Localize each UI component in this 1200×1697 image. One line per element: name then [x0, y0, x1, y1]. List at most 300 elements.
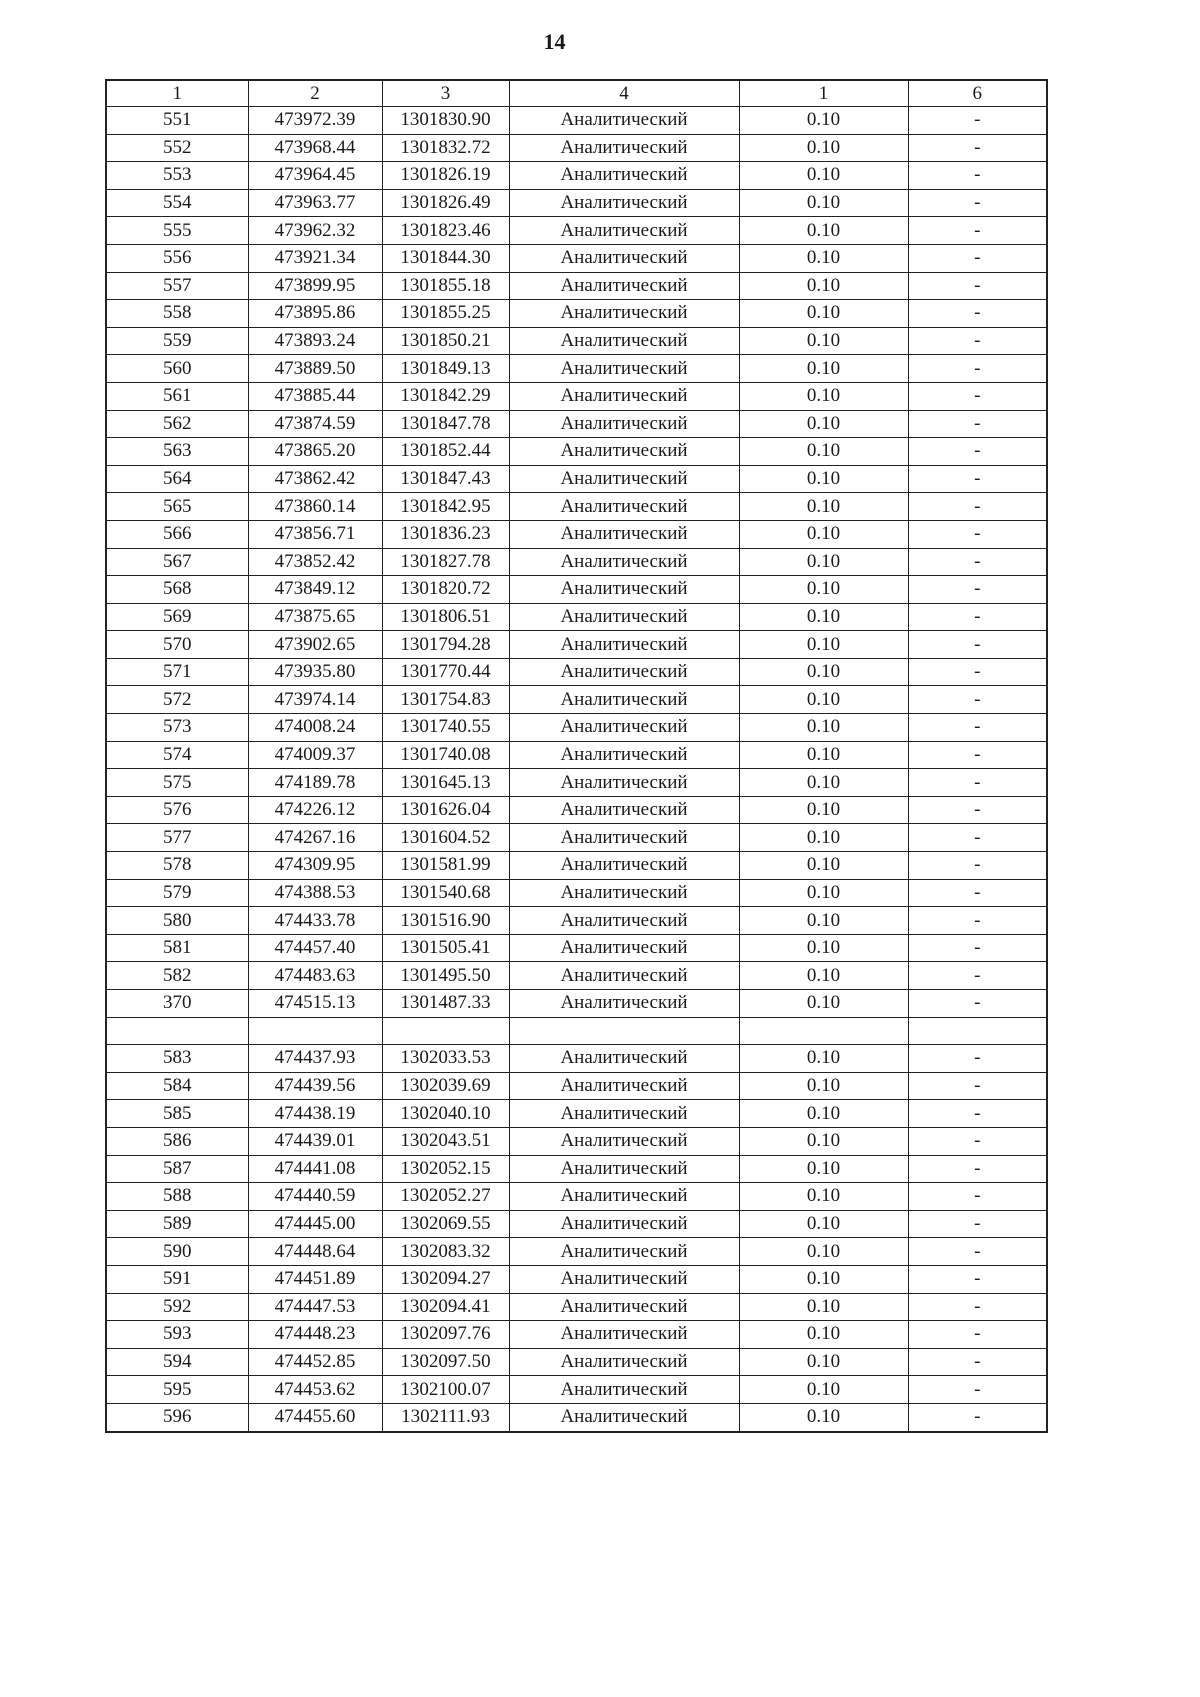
table-row	[106, 658, 1047, 686]
description-cell: -	[908, 1348, 1047, 1376]
x-coordinate-cell: 474267.16	[248, 824, 382, 852]
accuracy-cell: 0.10	[739, 465, 908, 493]
table-row	[106, 1155, 1047, 1183]
description-cell: -	[908, 1403, 1047, 1431]
description-cell: -	[908, 686, 1047, 714]
x-coordinate-cell: 474388.53	[248, 879, 382, 907]
description-cell: -	[908, 741, 1047, 769]
x-coordinate-cell: 473902.65	[248, 631, 382, 659]
point-number-cell: 581	[106, 934, 248, 962]
y-coordinate-cell: 1301740.55	[382, 714, 509, 742]
table-row	[106, 217, 1047, 245]
accuracy-cell: 0.10	[739, 962, 908, 990]
method-cell: Аналитический	[509, 244, 739, 272]
method-cell: Аналитический	[509, 962, 739, 990]
method-cell: Аналитический	[509, 576, 739, 604]
table-row	[106, 603, 1047, 631]
x-coordinate-cell: 474445.00	[248, 1210, 382, 1238]
method-cell: Аналитический	[509, 410, 739, 438]
x-coordinate-cell: 474483.63	[248, 962, 382, 990]
method-cell: Аналитический	[509, 769, 739, 797]
y-coordinate-cell: 1301847.78	[382, 410, 509, 438]
accuracy-cell: 0.10	[739, 548, 908, 576]
method-cell: Аналитический	[509, 934, 739, 962]
description-cell: -	[908, 658, 1047, 686]
description-cell: -	[908, 576, 1047, 604]
accuracy-cell: 0.10	[739, 493, 908, 521]
table-row	[106, 300, 1047, 328]
point-number-cell	[106, 1017, 248, 1045]
x-coordinate-cell: 473972.39	[248, 107, 382, 135]
x-coordinate-cell	[248, 1017, 382, 1045]
point-number-cell: 589	[106, 1210, 248, 1238]
x-coordinate-cell: 474439.01	[248, 1127, 382, 1155]
x-coordinate-cell: 473964.45	[248, 162, 382, 190]
description-cell: -	[908, 1045, 1047, 1073]
description-cell: -	[908, 520, 1047, 548]
point-number-cell: 574	[106, 741, 248, 769]
accuracy-cell: 0.10	[739, 410, 908, 438]
table-row	[106, 272, 1047, 300]
description-cell: -	[908, 244, 1047, 272]
description-cell: -	[908, 355, 1047, 383]
method-cell: Аналитический	[509, 796, 739, 824]
x-coordinate-cell: 474457.40	[248, 934, 382, 962]
y-coordinate-cell: 1301516.90	[382, 907, 509, 935]
point-number-cell: 567	[106, 548, 248, 576]
description-cell: -	[908, 162, 1047, 190]
header-cell-1: 1	[106, 80, 248, 107]
accuracy-cell: 0.10	[739, 907, 908, 935]
point-number-cell: 556	[106, 244, 248, 272]
x-coordinate-cell: 474452.85	[248, 1348, 382, 1376]
point-number-cell: 568	[106, 576, 248, 604]
table-row	[106, 990, 1047, 1018]
y-coordinate-cell: 1301540.68	[382, 879, 509, 907]
accuracy-cell: 0.10	[739, 603, 908, 631]
description-cell: -	[908, 189, 1047, 217]
point-number-cell: 555	[106, 217, 248, 245]
point-number-cell: 580	[106, 907, 248, 935]
y-coordinate-cell: 1302033.53	[382, 1045, 509, 1073]
accuracy-cell: 0.10	[739, 1183, 908, 1211]
table-row	[106, 134, 1047, 162]
header-row	[106, 80, 1047, 107]
method-cell: Аналитический	[509, 686, 739, 714]
description-cell: -	[908, 134, 1047, 162]
table-row	[106, 1017, 1047, 1045]
y-coordinate-cell: 1302100.07	[382, 1376, 509, 1404]
accuracy-cell: 0.10	[739, 355, 908, 383]
table-row	[106, 1127, 1047, 1155]
method-cell: Аналитический	[509, 1265, 739, 1293]
accuracy-cell: 0.10	[739, 520, 908, 548]
table-row	[106, 769, 1047, 797]
y-coordinate-cell: 1301850.21	[382, 327, 509, 355]
table-row	[106, 1376, 1047, 1404]
table-row	[106, 548, 1047, 576]
x-coordinate-cell: 474441.08	[248, 1155, 382, 1183]
y-coordinate-cell: 1301487.33	[382, 990, 509, 1018]
accuracy-cell: 0.10	[739, 1403, 908, 1431]
y-coordinate-cell: 1302083.32	[382, 1238, 509, 1266]
accuracy-cell: 0.10	[739, 686, 908, 714]
y-coordinate-cell: 1301826.19	[382, 162, 509, 190]
accuracy-cell: 0.10	[739, 1100, 908, 1128]
x-coordinate-cell: 473935.80	[248, 658, 382, 686]
point-number-cell: 585	[106, 1100, 248, 1128]
y-coordinate-cell: 1301645.13	[382, 769, 509, 797]
x-coordinate-cell: 473893.24	[248, 327, 382, 355]
method-cell: Аналитический	[509, 1403, 739, 1431]
method-cell: Аналитический	[509, 1072, 739, 1100]
table-row	[106, 162, 1047, 190]
method-cell: Аналитический	[509, 382, 739, 410]
table-row	[106, 520, 1047, 548]
x-coordinate-cell: 473921.34	[248, 244, 382, 272]
description-cell: -	[908, 1293, 1047, 1321]
method-cell: Аналитический	[509, 1183, 739, 1211]
y-coordinate-cell: 1302043.51	[382, 1127, 509, 1155]
description-cell: -	[908, 382, 1047, 410]
description-cell: -	[908, 1072, 1047, 1100]
description-cell: -	[908, 879, 1047, 907]
y-coordinate-cell: 1302069.55	[382, 1210, 509, 1238]
description-cell: -	[908, 852, 1047, 880]
accuracy-cell: 0.10	[739, 1210, 908, 1238]
accuracy-cell: 0.10	[739, 990, 908, 1018]
x-coordinate-cell: 474451.89	[248, 1265, 382, 1293]
description-cell	[908, 1017, 1047, 1045]
y-coordinate-cell: 1302094.41	[382, 1293, 509, 1321]
description-cell: -	[908, 1238, 1047, 1266]
x-coordinate-cell: 473852.42	[248, 548, 382, 576]
table-row	[106, 824, 1047, 852]
table-row	[106, 1348, 1047, 1376]
method-cell: Аналитический	[509, 1376, 739, 1404]
point-number-cell: 592	[106, 1293, 248, 1321]
point-number-cell: 588	[106, 1183, 248, 1211]
x-coordinate-cell: 474433.78	[248, 907, 382, 935]
y-coordinate-cell: 1302097.50	[382, 1348, 509, 1376]
accuracy-cell: 0.10	[739, 327, 908, 355]
table-row	[106, 741, 1047, 769]
method-cell: Аналитический	[509, 603, 739, 631]
method-cell: Аналитический	[509, 272, 739, 300]
x-coordinate-cell: 474226.12	[248, 796, 382, 824]
point-number-cell: 563	[106, 438, 248, 466]
x-coordinate-cell: 474453.62	[248, 1376, 382, 1404]
y-coordinate-cell: 1302052.15	[382, 1155, 509, 1183]
method-cell: Аналитический	[509, 1210, 739, 1238]
point-number-cell: 587	[106, 1155, 248, 1183]
point-number-cell: 591	[106, 1265, 248, 1293]
point-number-cell: 593	[106, 1321, 248, 1349]
x-coordinate-cell: 474448.23	[248, 1321, 382, 1349]
y-coordinate-cell: 1301836.23	[382, 520, 509, 548]
method-cell: Аналитический	[509, 1293, 739, 1321]
y-coordinate-cell: 1301740.08	[382, 741, 509, 769]
x-coordinate-cell: 473968.44	[248, 134, 382, 162]
y-coordinate-cell: 1301495.50	[382, 962, 509, 990]
description-cell: -	[908, 1376, 1047, 1404]
y-coordinate-cell: 1302094.27	[382, 1265, 509, 1293]
y-coordinate-cell: 1302097.76	[382, 1321, 509, 1349]
description-cell: -	[908, 548, 1047, 576]
point-number-cell: 565	[106, 493, 248, 521]
x-coordinate-cell: 474439.56	[248, 1072, 382, 1100]
method-cell: Аналитический	[509, 548, 739, 576]
x-coordinate-cell: 473860.14	[248, 493, 382, 521]
method-cell: Аналитический	[509, 1100, 739, 1128]
table-row	[106, 1238, 1047, 1266]
y-coordinate-cell: 1302111.93	[382, 1403, 509, 1431]
table-row	[106, 852, 1047, 880]
description-cell: -	[908, 300, 1047, 328]
table-row	[106, 934, 1047, 962]
description-cell: -	[908, 438, 1047, 466]
point-number-cell: 562	[106, 410, 248, 438]
point-number-cell: 569	[106, 603, 248, 631]
accuracy-cell: 0.10	[739, 272, 908, 300]
table-row	[106, 1183, 1047, 1211]
point-number-cell: 558	[106, 300, 248, 328]
x-coordinate-cell: 473963.77	[248, 189, 382, 217]
method-cell: Аналитический	[509, 162, 739, 190]
method-cell: Аналитический	[509, 1155, 739, 1183]
method-cell: Аналитический	[509, 217, 739, 245]
point-number-cell: 579	[106, 879, 248, 907]
description-cell: -	[908, 907, 1047, 935]
point-number-cell: 586	[106, 1127, 248, 1155]
accuracy-cell: 0.10	[739, 1293, 908, 1321]
description-cell: -	[908, 410, 1047, 438]
description-cell: -	[908, 714, 1047, 742]
accuracy-cell: 0.10	[739, 1127, 908, 1155]
method-cell: Аналитический	[509, 907, 739, 935]
accuracy-cell: 0.10	[739, 796, 908, 824]
method-cell: Аналитический	[509, 658, 739, 686]
header-cell-2: 2	[248, 80, 382, 107]
method-cell	[509, 1017, 739, 1045]
description-cell: -	[908, 1210, 1047, 1238]
x-coordinate-cell: 474447.53	[248, 1293, 382, 1321]
y-coordinate-cell: 1301842.95	[382, 493, 509, 521]
method-cell: Аналитический	[509, 493, 739, 521]
accuracy-cell: 0.10	[739, 1072, 908, 1100]
accuracy-cell: 0.10	[739, 934, 908, 962]
accuracy-cell: 0.10	[739, 1376, 908, 1404]
point-number-cell: 578	[106, 852, 248, 880]
point-number-cell: 573	[106, 714, 248, 742]
x-coordinate-cell: 473849.12	[248, 576, 382, 604]
y-coordinate-cell: 1301842.29	[382, 382, 509, 410]
table-header	[106, 80, 1047, 107]
accuracy-cell: 0.10	[739, 879, 908, 907]
description-cell: -	[908, 631, 1047, 659]
x-coordinate-cell: 473974.14	[248, 686, 382, 714]
table-row	[106, 1403, 1047, 1431]
accuracy-cell: 0.10	[739, 189, 908, 217]
description-cell: -	[908, 1127, 1047, 1155]
x-coordinate-cell: 473962.32	[248, 217, 382, 245]
y-coordinate-cell: 1301581.99	[382, 852, 509, 880]
table-row	[106, 189, 1047, 217]
method-cell: Аналитический	[509, 714, 739, 742]
x-coordinate-cell: 474438.19	[248, 1100, 382, 1128]
accuracy-cell: 0.10	[739, 300, 908, 328]
table-row	[106, 327, 1047, 355]
y-coordinate-cell: 1301826.49	[382, 189, 509, 217]
table-row	[106, 686, 1047, 714]
x-coordinate-cell: 474448.64	[248, 1238, 382, 1266]
method-cell: Аналитический	[509, 189, 739, 217]
method-cell: Аналитический	[509, 355, 739, 383]
x-coordinate-cell: 473885.44	[248, 382, 382, 410]
method-cell: Аналитический	[509, 327, 739, 355]
description-cell: -	[908, 1155, 1047, 1183]
accuracy-cell: 0.10	[739, 576, 908, 604]
table-row	[106, 576, 1047, 604]
header-cell-3: 3	[382, 80, 509, 107]
method-cell: Аналитический	[509, 852, 739, 880]
method-cell: Аналитический	[509, 824, 739, 852]
x-coordinate-cell: 473875.65	[248, 603, 382, 631]
x-coordinate-cell: 473895.86	[248, 300, 382, 328]
header-cell-5: 1	[739, 80, 908, 107]
table-row	[106, 1100, 1047, 1128]
method-cell: Аналитический	[509, 1321, 739, 1349]
accuracy-cell: 0.10	[739, 107, 908, 135]
y-coordinate-cell: 1301855.18	[382, 272, 509, 300]
table-row	[106, 714, 1047, 742]
point-number-cell: 590	[106, 1238, 248, 1266]
point-number-cell: 551	[106, 107, 248, 135]
description-cell: -	[908, 934, 1047, 962]
y-coordinate-cell: 1301827.78	[382, 548, 509, 576]
page-number: 14	[543, 29, 566, 54]
description-cell: -	[908, 217, 1047, 245]
x-coordinate-cell: 473865.20	[248, 438, 382, 466]
table-row	[106, 410, 1047, 438]
method-cell: Аналитический	[509, 438, 739, 466]
point-number-cell: 576	[106, 796, 248, 824]
table-row	[106, 355, 1047, 383]
y-coordinate-cell	[382, 1017, 509, 1045]
table-row	[106, 907, 1047, 935]
description-cell: -	[908, 796, 1047, 824]
point-number-cell: 570	[106, 631, 248, 659]
description-cell: -	[908, 1100, 1047, 1128]
x-coordinate-cell: 474455.60	[248, 1403, 382, 1431]
accuracy-cell: 0.10	[739, 852, 908, 880]
method-cell: Аналитический	[509, 1127, 739, 1155]
description-cell: -	[908, 272, 1047, 300]
method-cell: Аналитический	[509, 465, 739, 493]
x-coordinate-cell: 473899.95	[248, 272, 382, 300]
method-cell: Аналитический	[509, 520, 739, 548]
method-cell: Аналитический	[509, 300, 739, 328]
description-cell: -	[908, 824, 1047, 852]
description-cell: -	[908, 1265, 1047, 1293]
point-number-cell: 552	[106, 134, 248, 162]
point-number-cell: 582	[106, 962, 248, 990]
table-row	[106, 962, 1047, 990]
accuracy-cell: 0.10	[739, 1321, 908, 1349]
y-coordinate-cell: 1301855.25	[382, 300, 509, 328]
accuracy-cell: 0.10	[739, 631, 908, 659]
x-coordinate-cell: 474440.59	[248, 1183, 382, 1211]
y-coordinate-cell: 1301832.72	[382, 134, 509, 162]
y-coordinate-cell: 1301770.44	[382, 658, 509, 686]
accuracy-cell: 0.10	[739, 1155, 908, 1183]
table-row	[106, 438, 1047, 466]
y-coordinate-cell: 1302052.27	[382, 1183, 509, 1211]
accuracy-cell: 0.10	[739, 658, 908, 686]
table-row	[106, 1072, 1047, 1100]
point-number-cell: 370	[106, 990, 248, 1018]
table-row	[106, 382, 1047, 410]
point-number-cell: 594	[106, 1348, 248, 1376]
accuracy-cell: 0.10	[739, 382, 908, 410]
table-row	[106, 1265, 1047, 1293]
table-row	[106, 631, 1047, 659]
accuracy-cell: 0.10	[739, 769, 908, 797]
point-number-cell: 553	[106, 162, 248, 190]
accuracy-cell: 0.10	[739, 217, 908, 245]
x-coordinate-cell: 473874.59	[248, 410, 382, 438]
table-row	[106, 1321, 1047, 1349]
accuracy-cell: 0.10	[739, 741, 908, 769]
accuracy-cell: 0.10	[739, 134, 908, 162]
table-body	[106, 107, 1047, 1432]
y-coordinate-cell: 1301754.83	[382, 686, 509, 714]
method-cell: Аналитический	[509, 990, 739, 1018]
y-coordinate-cell: 1302040.10	[382, 1100, 509, 1128]
table-row	[106, 244, 1047, 272]
accuracy-cell: 0.10	[739, 1265, 908, 1293]
table-row	[106, 107, 1047, 135]
method-cell: Аналитический	[509, 134, 739, 162]
point-number-cell: 560	[106, 355, 248, 383]
accuracy-cell	[739, 1017, 908, 1045]
method-cell: Аналитический	[509, 1238, 739, 1266]
description-cell: -	[908, 493, 1047, 521]
point-number-cell: 561	[106, 382, 248, 410]
accuracy-cell: 0.10	[739, 244, 908, 272]
point-number-cell: 577	[106, 824, 248, 852]
point-number-cell: 595	[106, 1376, 248, 1404]
y-coordinate-cell: 1301830.90	[382, 107, 509, 135]
point-number-cell: 572	[106, 686, 248, 714]
x-coordinate-cell: 473862.42	[248, 465, 382, 493]
y-coordinate-cell: 1301626.04	[382, 796, 509, 824]
point-number-cell: 566	[106, 520, 248, 548]
y-coordinate-cell: 1301505.41	[382, 934, 509, 962]
point-number-cell: 559	[106, 327, 248, 355]
y-coordinate-cell: 1302039.69	[382, 1072, 509, 1100]
table-row	[106, 1293, 1047, 1321]
y-coordinate-cell: 1301604.52	[382, 824, 509, 852]
accuracy-cell: 0.10	[739, 162, 908, 190]
x-coordinate-cell: 474008.24	[248, 714, 382, 742]
description-cell: -	[908, 465, 1047, 493]
method-cell: Аналитический	[509, 741, 739, 769]
x-coordinate-cell: 474437.93	[248, 1045, 382, 1073]
table-row	[106, 465, 1047, 493]
description-cell: -	[908, 962, 1047, 990]
x-coordinate-cell: 473889.50	[248, 355, 382, 383]
